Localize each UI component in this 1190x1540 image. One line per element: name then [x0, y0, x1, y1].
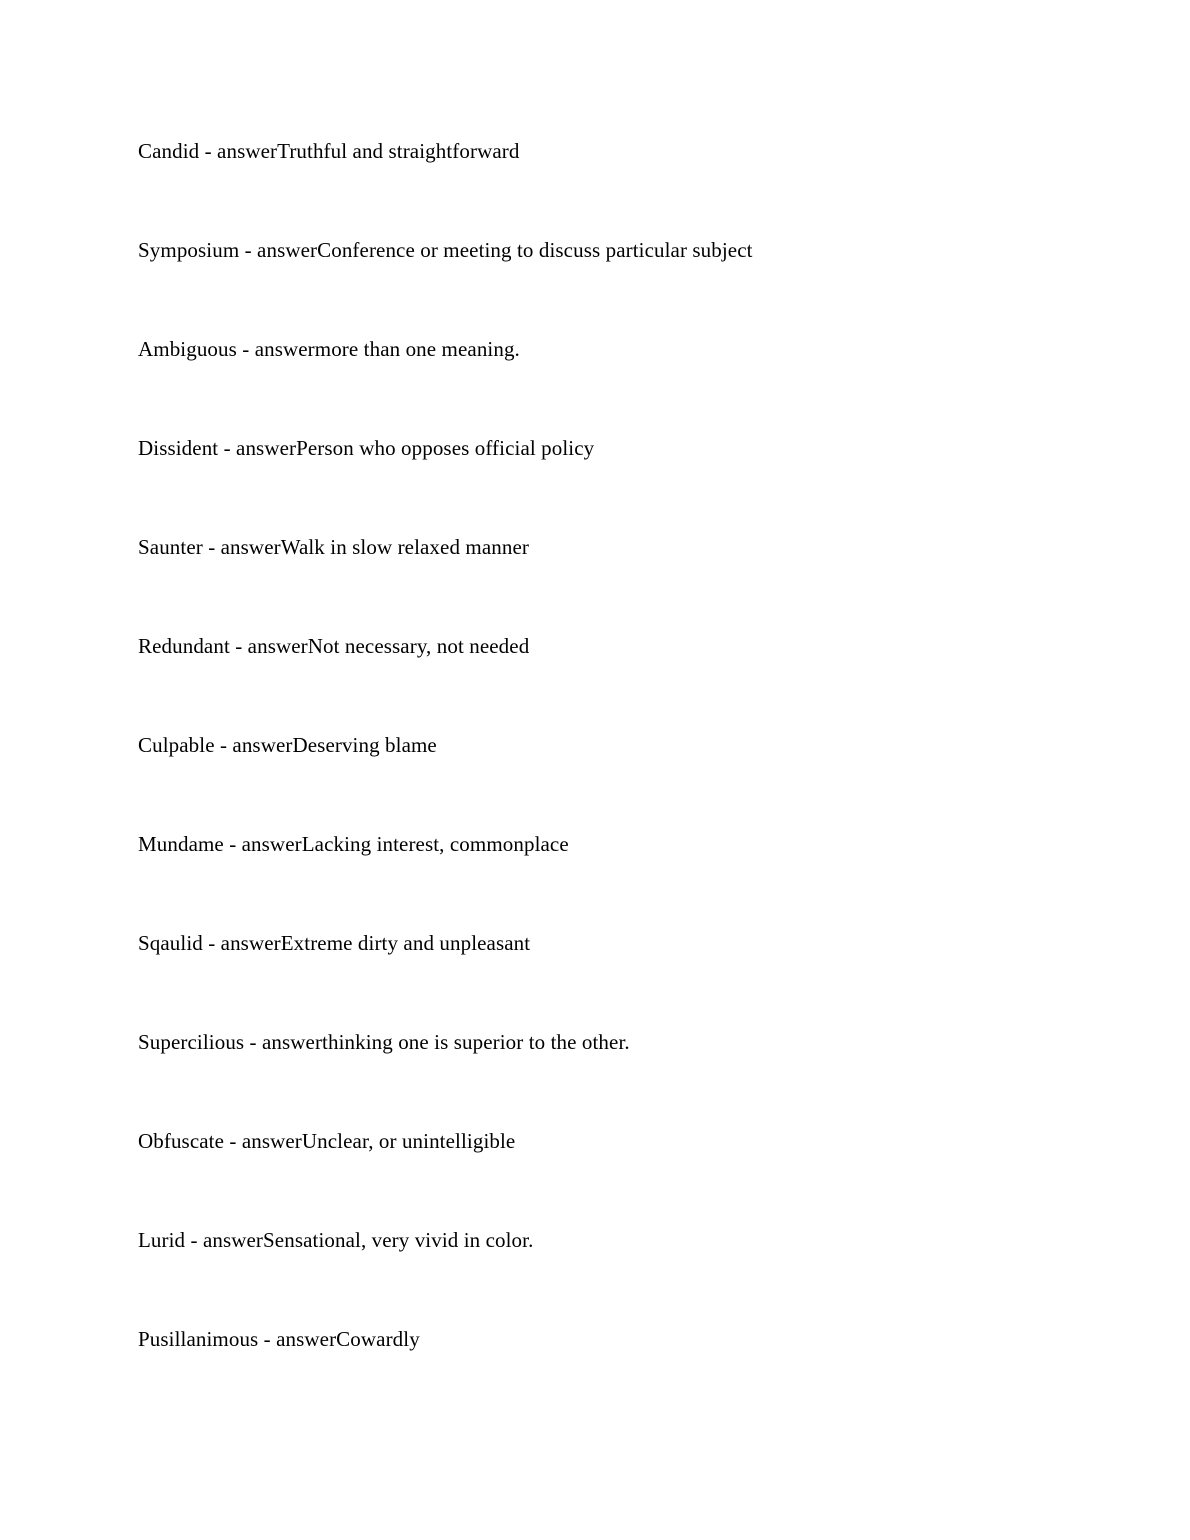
vocab-entry-mundame: Mundame - answerLacking interest, commonplace — [138, 832, 569, 856]
vocab-entry-lurid: Lurid - answerSensational, very vivid in color. — [138, 1228, 534, 1252]
vocab-entry-supercilious: Supercilious - answerthinking one is superior to the other. — [138, 1030, 630, 1054]
vocabulary-list — [138, 136, 753, 1423]
vocab-entry-sqaulid: Sqaulid - answerExtreme dirty and unpleasant — [138, 931, 531, 955]
vocab-entry-pusillanimous: Pusillanimous - answerCowardly — [138, 1327, 420, 1351]
vocab-entry-symposium: Symposium - answerConference or meeting to discuss particular subject — [138, 238, 753, 262]
vocab-entry-culpable: Culpable - answerDeserving blame — [138, 733, 437, 757]
vocab-entry-ambiguous: Ambiguous - answermore than one meaning. — [138, 337, 520, 361]
vocab-entry-saunter: Saunter - answerWalk in slow relaxed manner — [138, 535, 529, 559]
vocab-entry-redundant: Redundant - answerNot necessary, not needed — [138, 634, 530, 658]
vocab-entry-obfuscate: Obfuscate - answerUnclear, or unintelligible — [138, 1129, 516, 1153]
vocab-entry-dissident: Dissident - answerPerson who opposes official policy — [138, 436, 595, 460]
vocab-entry-candid: Candid - answerTruthful and straightforward — [138, 139, 520, 163]
